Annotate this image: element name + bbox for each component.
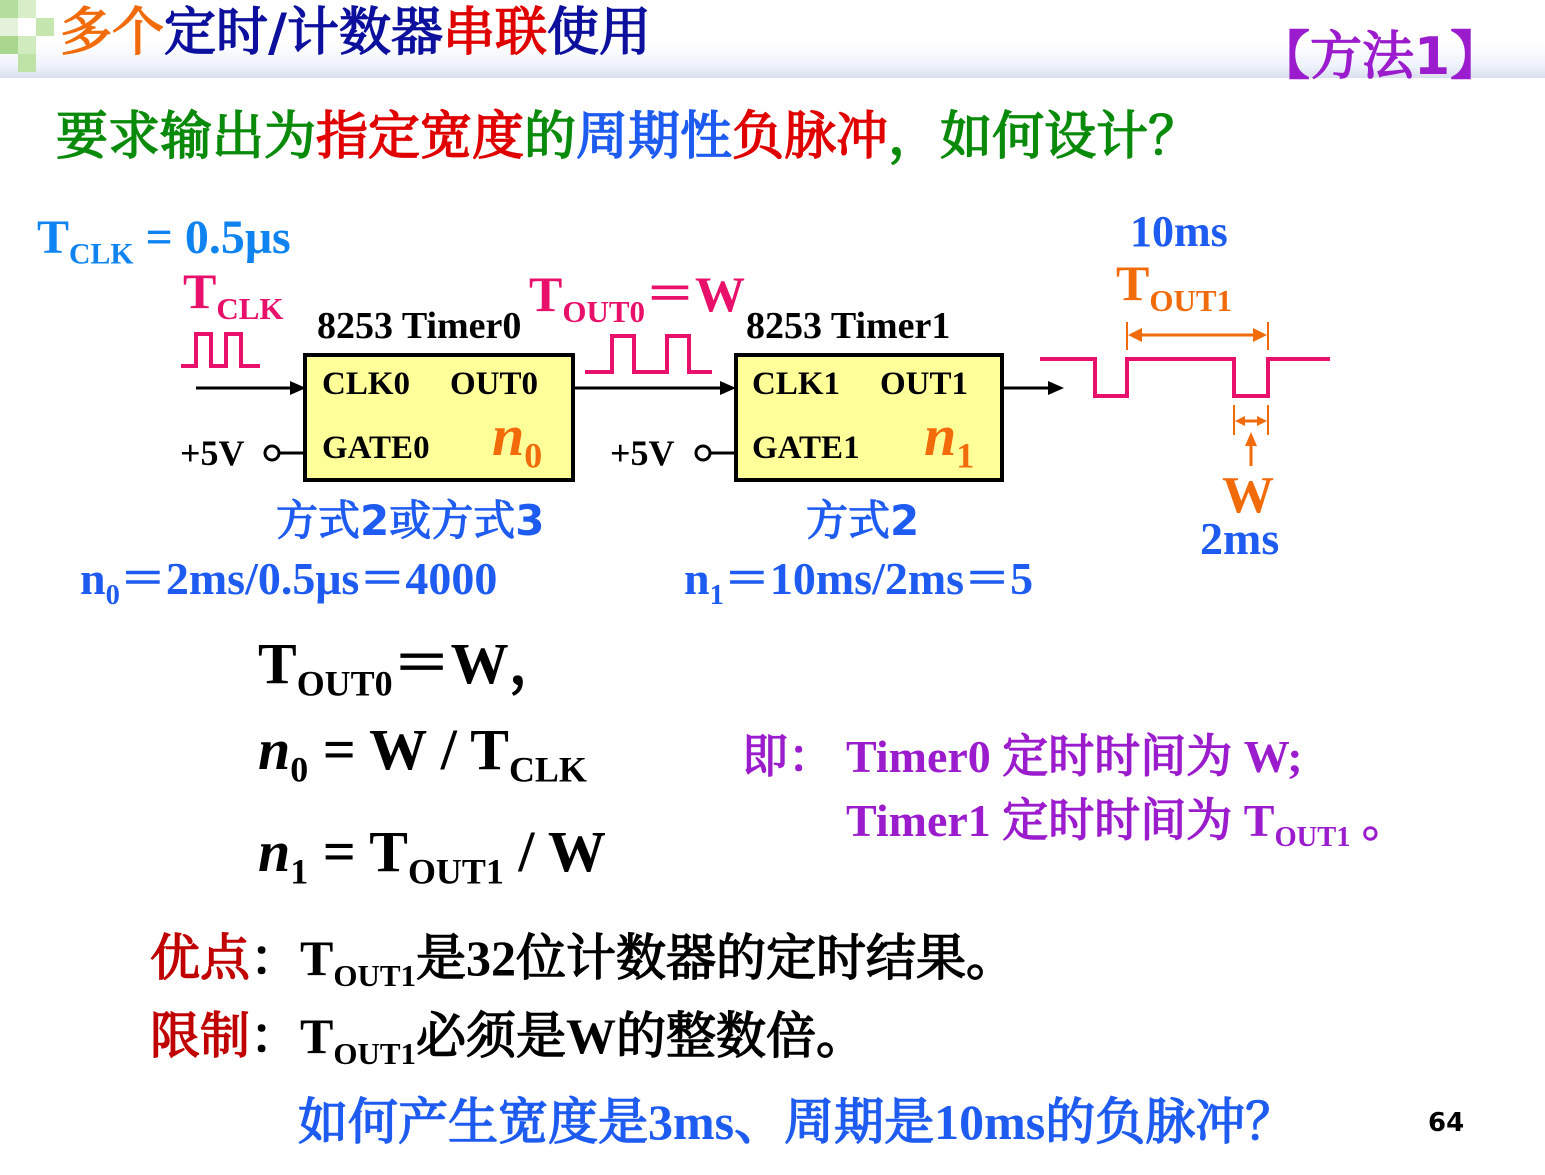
tout1-label: $T_{OUT1}$ xyxy=(1116,255,1233,318)
page-number: 64 xyxy=(1428,1108,1465,1138)
timer0-vcc: +5V xyxy=(180,433,245,473)
out0-waveform xyxy=(585,336,712,372)
tclk-equation: $T_{CLK} = 0.5\mu s$ xyxy=(37,211,291,271)
page-title: 多个定时/计数器串联使用 xyxy=(60,3,652,63)
timer1-n: $n_1$ xyxy=(924,403,975,476)
bottom-question: 如何产生宽度是3ms、周期是10ms的负脉冲？ xyxy=(298,1094,1296,1150)
tclk-label: $T_{CLK}$ xyxy=(183,263,284,326)
out1-waveform xyxy=(1040,359,1330,396)
period-label: 10ms xyxy=(1130,207,1228,256)
question-line: 要求输出为指定宽度的周期性负脉冲，如何设计？ xyxy=(56,107,1201,167)
timer1-name: 8253 Timer1 xyxy=(746,305,951,347)
timer1-gate: GATE1 xyxy=(752,430,860,466)
timer0-clk: CLK0 xyxy=(322,366,411,402)
limitation-line: 限制：$T_{OUT1}$必须是W的整数倍。 xyxy=(150,1008,867,1071)
timer1-clk: CLK1 xyxy=(752,366,841,402)
timer1-vcc: +5V xyxy=(610,433,675,473)
timer1-out: OUT1 xyxy=(880,366,969,402)
timer1-formula: $n_1=10ms/2ms=5$ xyxy=(684,553,1034,611)
timer0-mode: 方式2或方式3 xyxy=(276,496,545,545)
advantage-line: 优点：$T_{OUT1}$是32位计数器的定时结果。 xyxy=(150,930,1017,993)
timer1-mode: 方式2 xyxy=(806,496,920,545)
note-line2: Timer1 定时时间为 $T_{OUT1}$ 。 xyxy=(846,795,1409,853)
tout0-label: $T_{OUT0}=W$ xyxy=(529,266,746,329)
timer0-gate: GATE0 xyxy=(322,430,430,466)
method-tag: 【方法1】 xyxy=(1258,27,1503,87)
equation-n0: $n_0 = W / T_{CLK}$ xyxy=(258,717,587,790)
timer0-n: $n_0$ xyxy=(492,403,543,476)
timer0-out: OUT0 xyxy=(450,366,539,402)
w-value: 2ms xyxy=(1200,513,1280,564)
equation-tout0: $T_{OUT0}=W$， xyxy=(258,631,567,704)
w-label: W xyxy=(1222,467,1274,524)
timer0-formula: $n_0=2ms/0.5\mu s=4000$ xyxy=(80,553,498,611)
clk-waveform xyxy=(181,334,260,366)
note-prefix: 即： xyxy=(742,731,834,782)
equation-n1: $n_1 = T_{OUT1} / W$ xyxy=(258,819,606,892)
note-line1: Timer0 定时时间为 W; xyxy=(846,731,1303,782)
timer0-name: 8253 Timer0 xyxy=(317,305,522,347)
